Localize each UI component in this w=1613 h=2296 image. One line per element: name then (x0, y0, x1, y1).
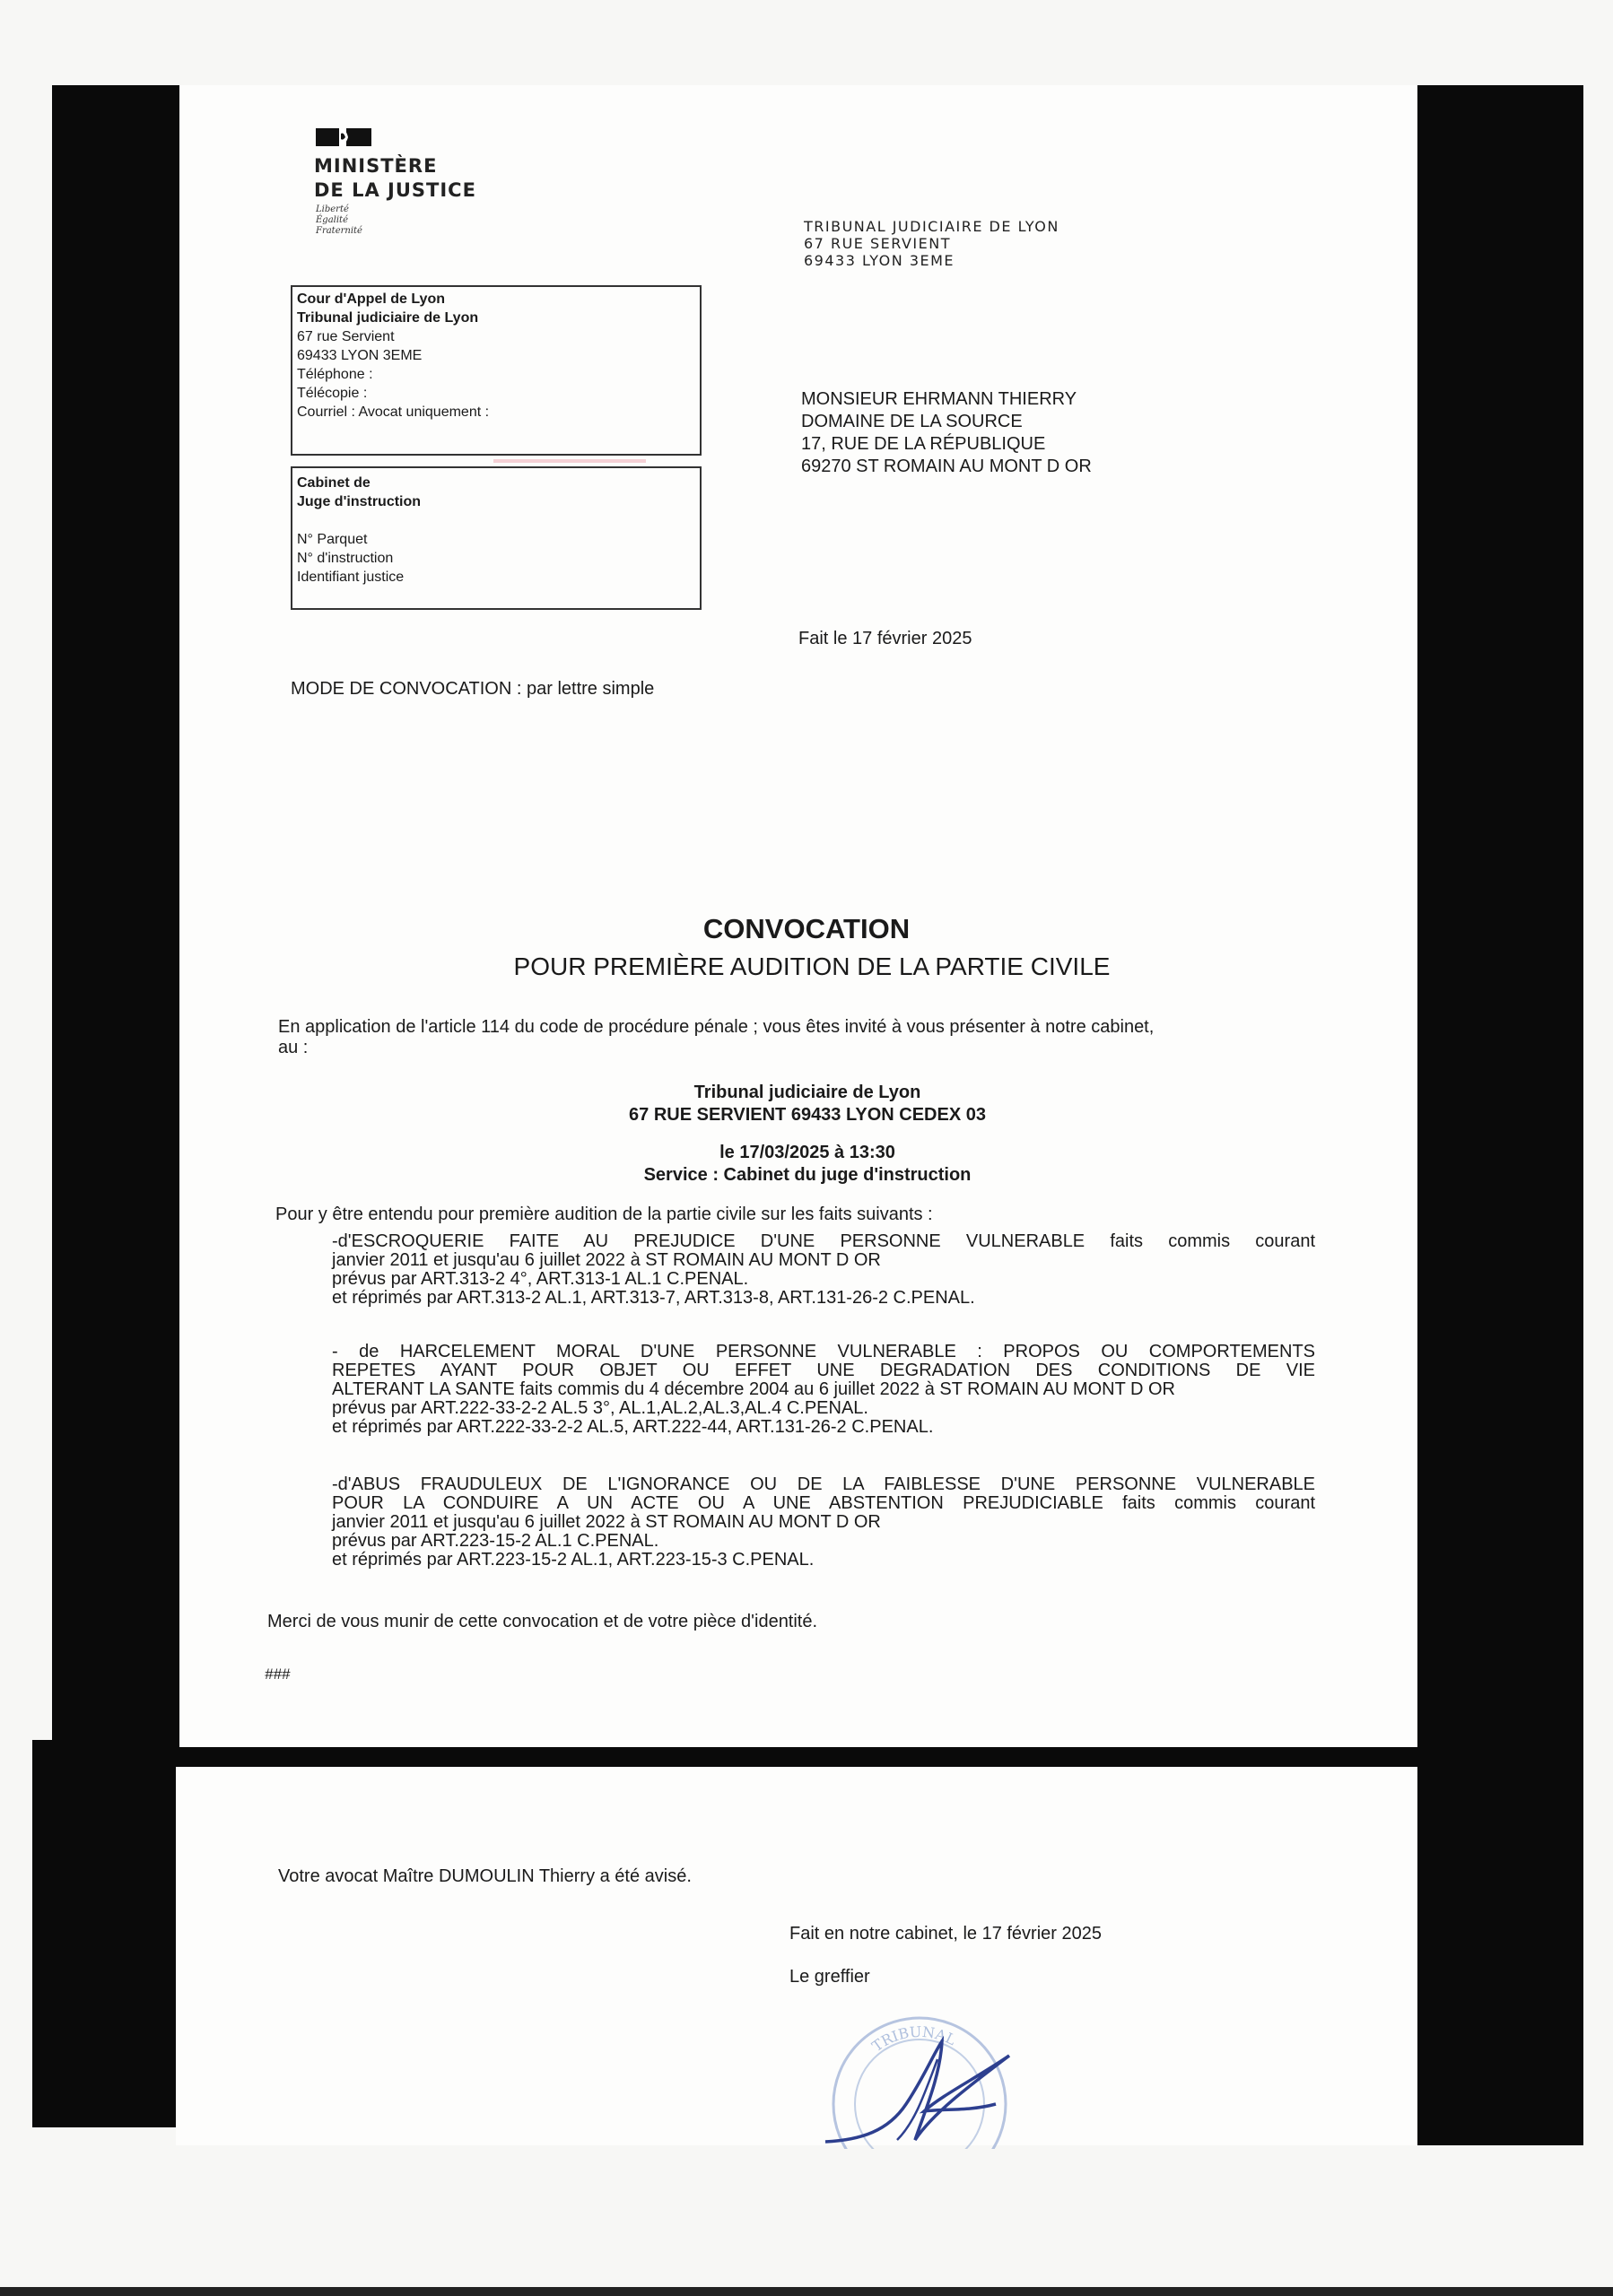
fact-1: -d'ESCROQUERIE FAITE AU PREJUDICE D'UNE PERSONNE VULNERABLE faits commis courant janvier 2011 et jusqu'au 6 juillet 2022 à ST ROMAIN AU MONT D OR prévus par ART.313-2 4°, ART.313-1 AL.1 C.PENAL. et réprimés par ART.313-2 AL.1, ART.313-7, ART.313-8, ART.131-26-2 C.PENAL. (332, 1231, 1315, 1308)
hearing-location: Tribunal judiciaire de Lyon 67 RUE SERVIENT 69433 LYON CEDEX 03 (629, 1083, 986, 1125)
purpose-line: Pour y être entendu pour première audition de la partie civile sur les faits suivants : (275, 1205, 933, 1224)
fact-2: - de HARCELEMENT MORAL D'UNE PERSONNE VULNERABLE : PROPOS OU COMPORTEMENTS REPETES AYANT POUR OBJET OU EFFET UNE DEGRADATION DES CONDITIONS DE VIE ALTERANT LA SANTE faits commis du 4 décembre 2004 au 6 juillet 2022 à ST ROMAIN AU MONT D OR prévus par ART.222-33-2-2 AL.5 3°, AL.1,AL.2,AL.3,AL.4 C.PENAL. et réprimés par ART.222-33-2-2 AL.5, ART.222-44, ART.131-26-2 C.PENAL. (332, 1342, 1315, 1437)
page-separator (175, 1747, 1449, 1767)
signer-title: Le greffier (789, 1967, 870, 1987)
sender-box: Cour d'Appel de Lyon Tribunal judiciaire de Lyon 67 rue Servient 69433 LYON 3EME Téléphone : Télécopie : Courriel : Avocat uniquement : (291, 285, 702, 456)
closing-line: Merci de vous munir de cette convocation et de votre pièce d'identité. (267, 1612, 818, 1631)
intro-paragraph: En application de l'article 114 du code de procédure pénale ; vous êtes invité à vous présenter à notre cabinet, au : (278, 1017, 1155, 1057)
end-marker: ### (265, 1665, 291, 1683)
marianne-logo-icon (316, 126, 371, 148)
date-line: Fait le 17 février 2025 (798, 629, 972, 648)
hearing-appointment: le 17/03/2025 à 13:30 Service : Cabinet du juge d'instruction (643, 1143, 972, 1185)
right-scan-border (1417, 85, 1583, 2145)
court-stamp-and-signature (789, 2005, 1077, 2149)
lawyer-notice: Votre avocat Maître DUMOULIN Thierry a été avisé. (278, 1866, 692, 1886)
svg-text:TRIBUNAL: TRIBUNAL (868, 2022, 959, 2056)
left-scan-border-lower (32, 1740, 176, 2127)
ministry-name: MINISTÈRE DE LA JUSTICE (314, 155, 476, 201)
signed-at: Fait en notre cabinet, le 17 février 2025 (789, 1924, 1102, 1944)
court-address: TRIBUNAL JUDICIAIRE DE LYON 67 RUE SERVIENT 69433 LYON 3EME (804, 218, 1059, 269)
document-subtitle: POUR PREMIÈRE AUDITION DE LA PARTIE CIVILE (513, 952, 1111, 980)
republic-motto: Liberté Égalité Fraternité (316, 204, 362, 236)
convocation-mode: MODE DE CONVOCATION : par lettre simple (291, 679, 655, 699)
cabinet-box: Cabinet de Juge d'instruction N° Parquet N° d'instruction Identifiant justice (291, 466, 702, 610)
bottom-edge (0, 2287, 1613, 2296)
document-title: CONVOCATION (702, 913, 911, 944)
redaction-mark (493, 459, 646, 463)
recipient-address: MONSIEUR EHRMANN THIERRY DOMAINE DE LA SOURCE 17, RUE DE LA RÉPUBLIQUE 69270 ST ROMAIN AU MONT D OR (801, 389, 1092, 476)
fact-3: -d'ABUS FRAUDULEUX DE L'IGNORANCE OU DE LA FAIBLESSE D'UNE PERSONNE VULNERABLE POUR LA CONDUIRE A UN ACTE OU A UNE ABSTENTION PREJUDICIABLE faits commis courant janvier 2011 et jusqu'au 6 juillet 2022 à ST ROMAIN AU MONT D OR prévus par ART.223-15-2 AL.1 C.PENAL. et réprimés par ART.223-15-2 AL.1, ART.223-15-3 C.PENAL. (332, 1474, 1315, 1570)
